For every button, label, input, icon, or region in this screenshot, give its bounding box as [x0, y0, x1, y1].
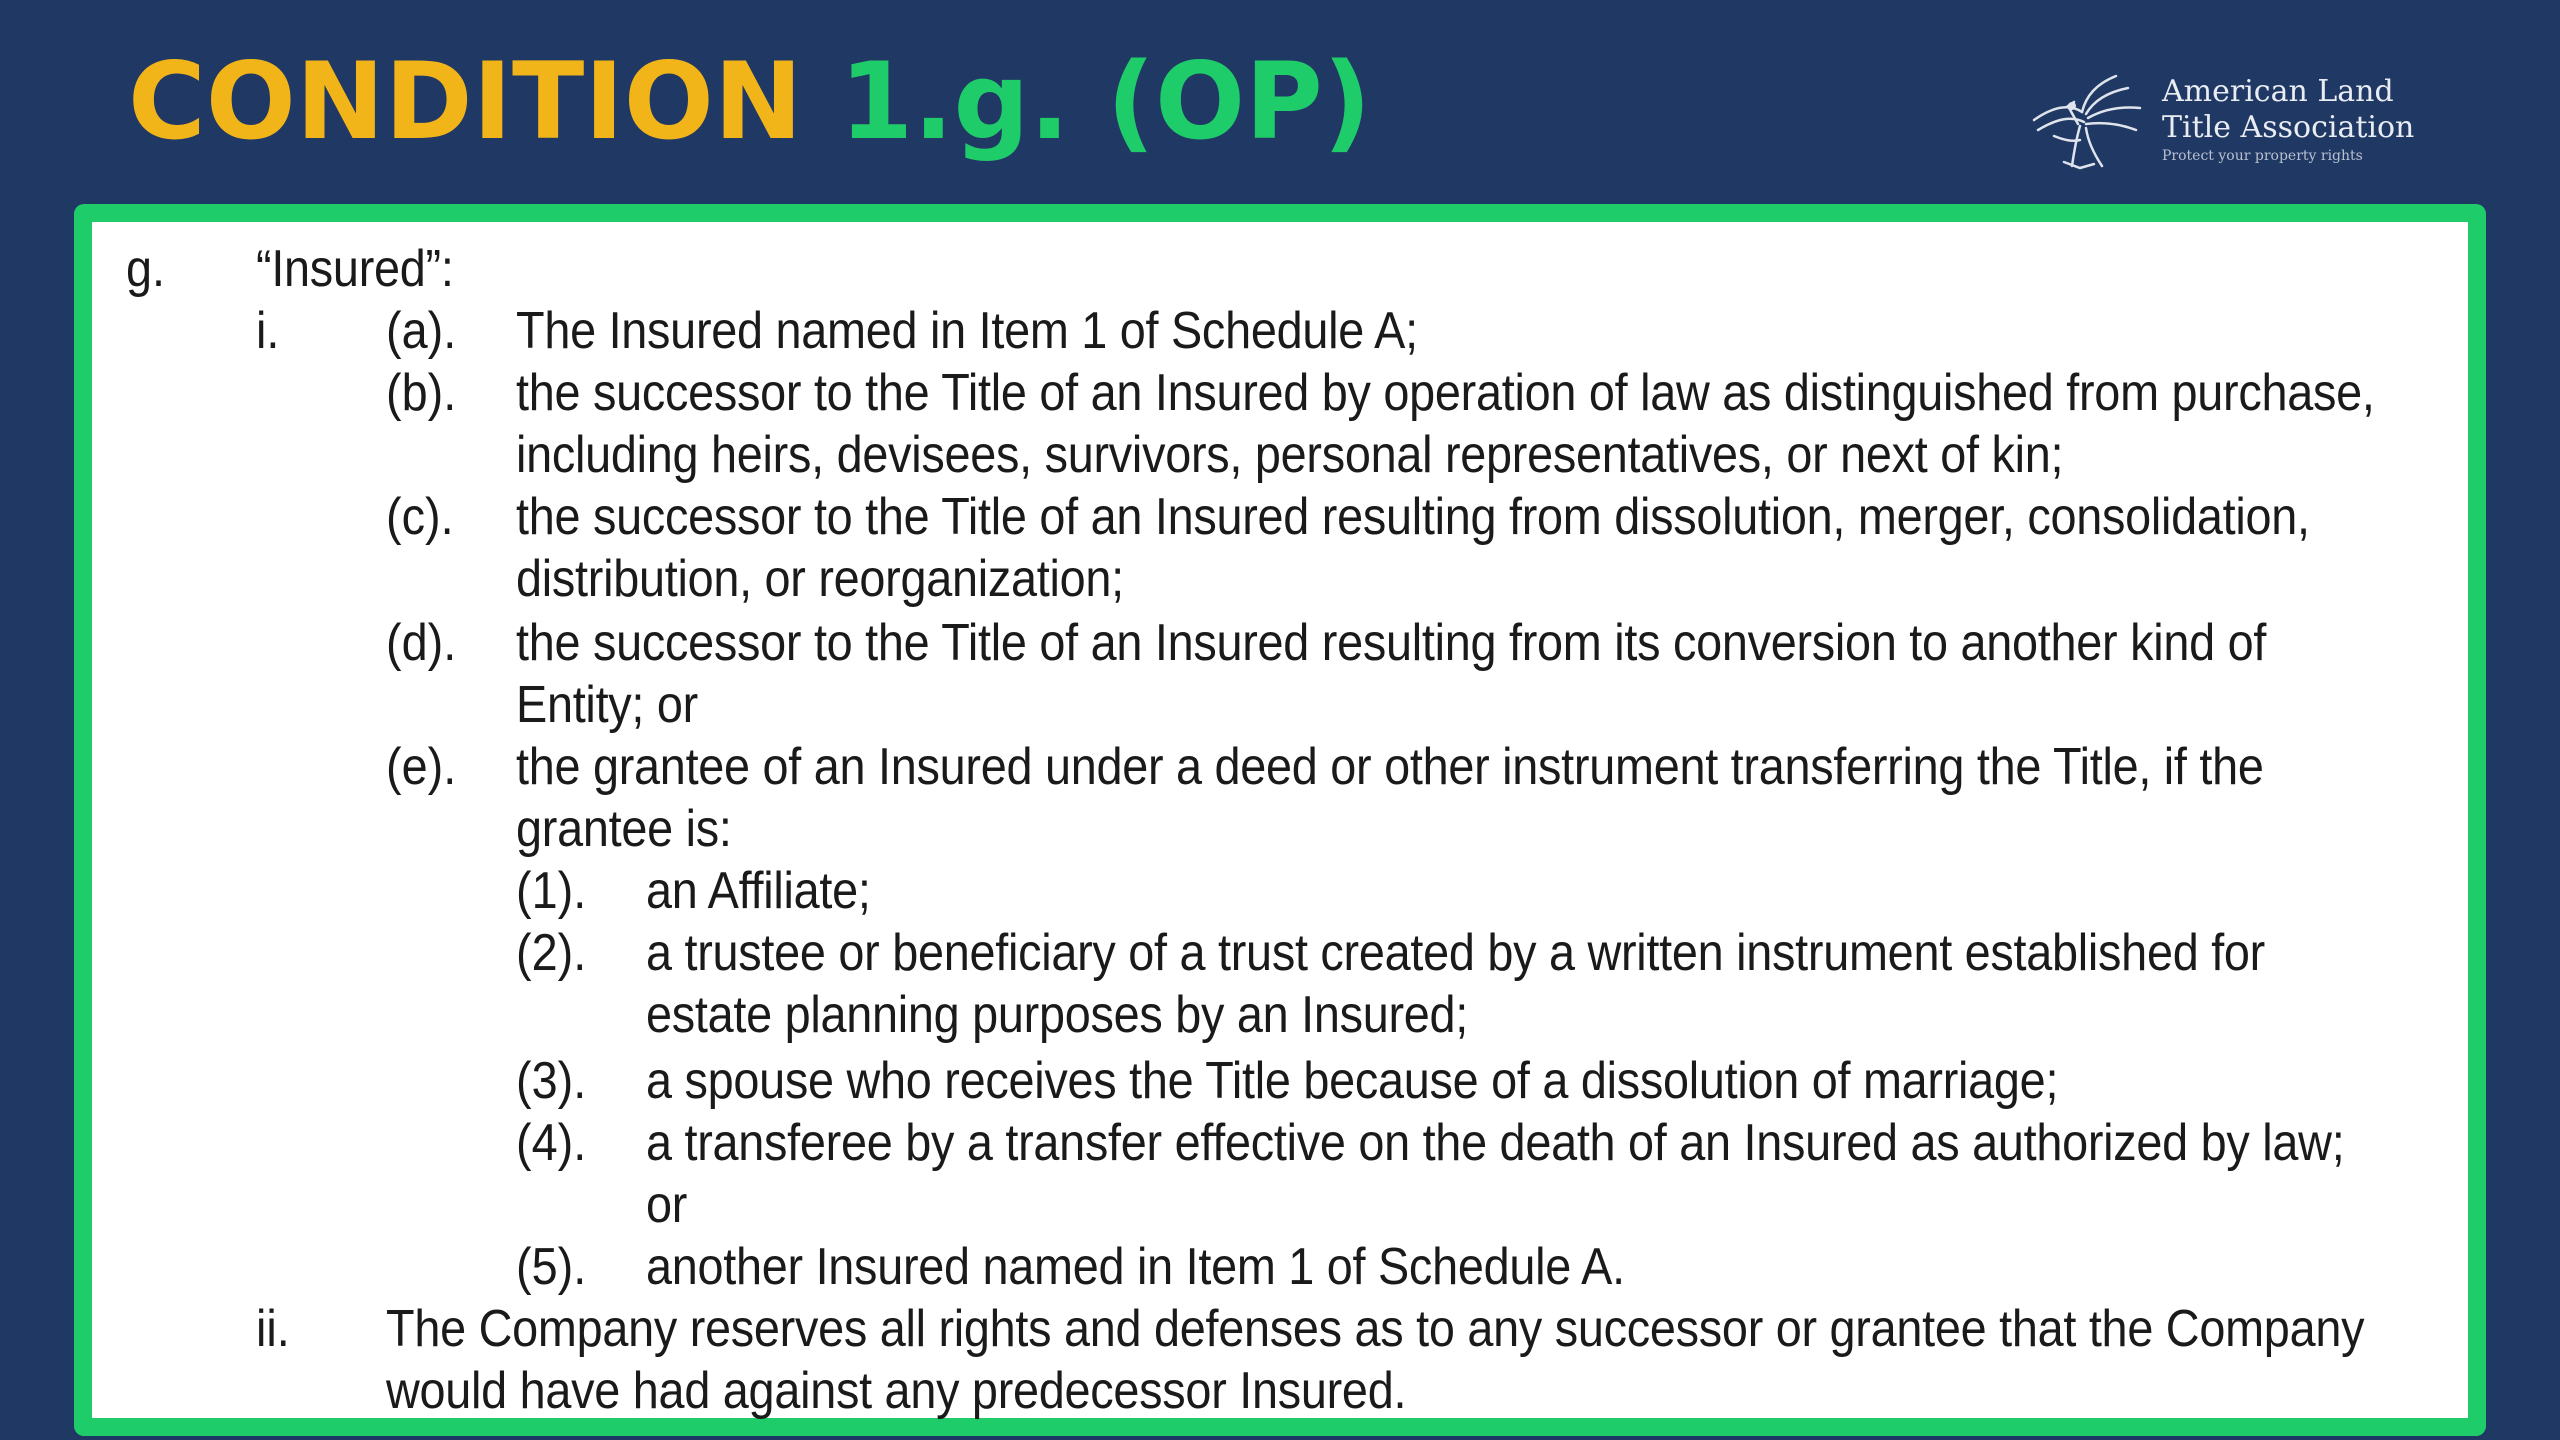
subitem-ii-label: ii. [256, 1300, 290, 1358]
subclause-3-text: a spouse who receives the Title because of a dissolution of marriage; [646, 1052, 2059, 1110]
item-letter: g. [126, 240, 166, 298]
subclause-4-line-2: or [646, 1176, 688, 1234]
subitem-i-label: i. [256, 302, 280, 360]
content-panel [74, 204, 2486, 1436]
alta-logo [2024, 66, 2415, 176]
clause-a-text: The Insured named in Item 1 of Schedule A; [516, 302, 1418, 360]
clause-d-line-1: the successor to the Title of an Insured resulting from its conversion to another kind of [516, 614, 2267, 672]
subitem-ii-line-2: would have had against any predecessor Insured. [386, 1362, 1407, 1420]
subclause-2-line-2: estate planning purposes by an Insured; [646, 986, 1469, 1044]
clause-c-label: (c). [386, 488, 454, 546]
subclause-5-text: another Insured named in Item 1 of Schedule A. [646, 1238, 1625, 1296]
eagle-icon [2024, 66, 2154, 176]
subclause-1-text: an Affiliate; [646, 862, 871, 920]
clause-e-line-1: the grantee of an Insured under a deed or other instrument transferring the Title, if the [516, 738, 2264, 796]
logo-tagline: Protect your property rights [2162, 148, 2363, 164]
logo-line-1: American Land [2162, 74, 2394, 109]
clause-e-line-2: grantee is: [516, 800, 732, 858]
clause-c-line-2: distribution, or reorganization; [516, 550, 1124, 608]
subclause-2-label: (2). [516, 924, 587, 982]
subclause-3-label: (3). [516, 1052, 587, 1110]
title-number: 1.g. (OP) [839, 40, 1372, 163]
clause-b-line-2: including heirs, devisees, survivors, personal representatives, or next of kin; [516, 426, 2064, 484]
subitem-ii-line-1: The Company reserves all rights and defenses as to any successor or grantee that the Company [386, 1300, 2365, 1358]
subclause-4-label: (4). [516, 1114, 587, 1172]
subclause-2-line-1: a trustee or beneficiary of a trust created by a written instrument established for [646, 924, 2266, 982]
subclause-1-label: (1). [516, 862, 587, 920]
title-condition: CONDITION [128, 40, 840, 163]
clause-d-line-2: Entity; or [516, 676, 698, 734]
clause-d-label: (d). [386, 614, 457, 672]
logo-line-2: Title Association [2162, 110, 2415, 145]
slide-title [128, 32, 1371, 172]
clause-b-label: (b). [386, 364, 457, 422]
defined-term: “Insured”: [256, 240, 454, 298]
clause-b-line-1: the successor to the Title of an Insured by operation of law as distinguished from purchase, [516, 364, 2375, 422]
clause-a-label: (a). [386, 302, 457, 360]
logo-org-name [2162, 74, 2414, 146]
subclause-5-label: (5). [516, 1238, 587, 1296]
subclause-4-line-1: a transferee by a transfer effective on the death of an Insured as authorized by law; [646, 1114, 2345, 1172]
clause-e-label: (e). [386, 738, 457, 796]
clause-c-line-1: the successor to the Title of an Insured resulting from dissolution, merger, consolidation, [516, 488, 2310, 546]
